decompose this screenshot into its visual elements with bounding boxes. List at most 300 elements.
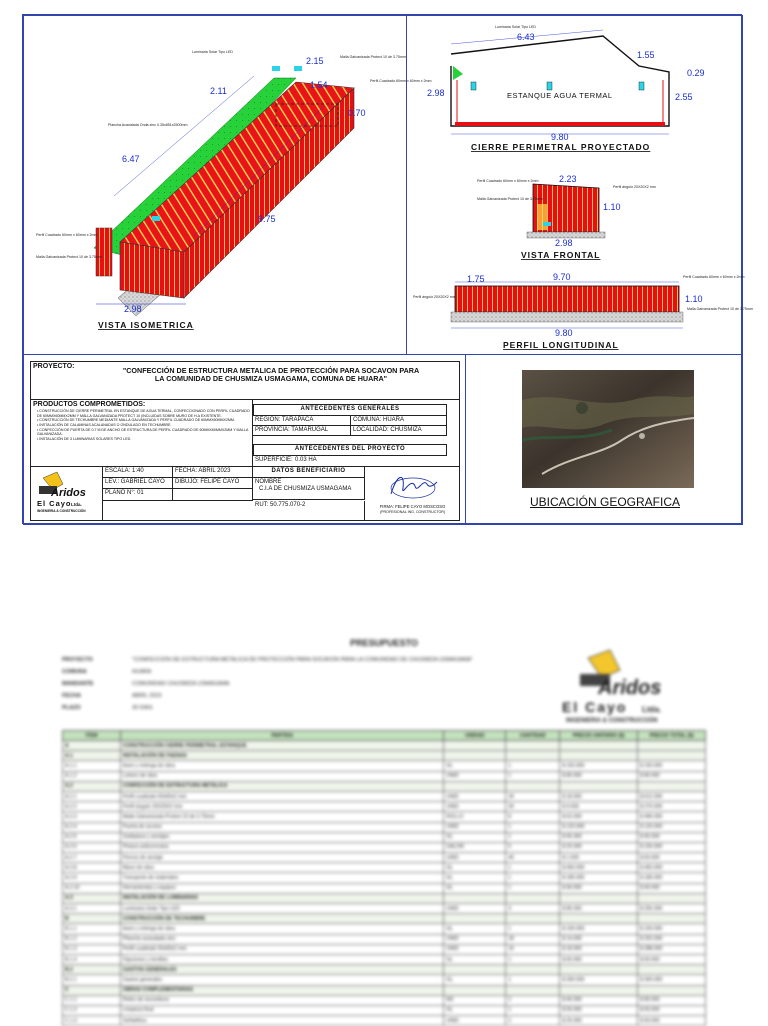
budget-cell: $ 18.000 <box>560 944 638 954</box>
budget-cell: 1 <box>506 832 560 842</box>
budget-row <box>63 944 706 954</box>
budget-cell: $ 150.000 <box>560 761 638 771</box>
budget-cell: GL <box>444 975 506 985</box>
beneficiary-name <box>253 478 365 500</box>
signature-cell <box>365 467 460 521</box>
signer-name: FIRMA: FELIPE CAYO MOSCOSO <box>379 503 446 509</box>
budget-cell: C <box>63 985 121 995</box>
budget-cell: A.3.1 <box>63 904 121 914</box>
budget-table <box>62 730 706 1026</box>
budget-cell: A.2.1 <box>63 791 121 801</box>
budget-cell: 1 <box>506 761 560 771</box>
budget-cell: UNID <box>444 802 506 812</box>
budget-row <box>63 842 706 852</box>
budget-row <box>63 883 706 893</box>
budget-cell <box>444 741 506 751</box>
budget-cell: Gastos generales <box>120 975 444 985</box>
tank-label: ESTANQUE AGUA TERMAL <box>507 91 613 100</box>
budget-row <box>63 832 706 842</box>
budget-row <box>63 893 706 903</box>
budget-row <box>63 924 706 934</box>
dim-label: 6.43 <box>517 32 535 42</box>
budget-row <box>63 954 706 964</box>
budget-cell: Perfil cuadrado 60x60x2 mm <box>120 791 444 801</box>
surface-label: SUPERFICIE: <box>255 457 293 463</box>
note-luminaria: Luminaria Solar Tipo LED <box>192 50 233 54</box>
surveyor: LEV.: GABRIEL CAYO <box>103 478 173 489</box>
dim-label: 1.54 <box>310 80 328 90</box>
budget-cell <box>560 893 638 903</box>
budget-cell: C.1.1 <box>63 995 121 1005</box>
budget-cell: 1 <box>506 822 560 832</box>
budget-cell <box>506 914 560 924</box>
project-label: PROYECTO: <box>33 363 75 370</box>
budget-cell: $ 100.000 <box>638 924 706 934</box>
budget-row <box>63 995 706 1005</box>
budget-cell: Perfil cuadrado 60x60x2 mm <box>120 944 444 954</box>
budget-row <box>63 975 706 985</box>
budget-cell: A.1 <box>63 751 121 761</box>
note-perfil-left: Perfil Cuadrado 60mm x 60mm x 2mm <box>36 233 98 237</box>
scale: ESCALA: 1:40 <box>103 467 173 478</box>
dim-label: 2.55 <box>675 92 693 102</box>
logo-sub: INGENIERIA & CONSTRUCCIÓN <box>37 509 86 513</box>
budget-meta-key: COMUNA <box>62 669 87 675</box>
dim-label: 9.80 <box>555 328 573 338</box>
project-row <box>31 362 459 400</box>
budget-cell: B.2.1 <box>63 975 121 985</box>
budget-sheet <box>62 638 706 1024</box>
budget-cell <box>506 965 560 975</box>
dim-label: 1.55 <box>637 50 655 60</box>
luminaire-icon <box>471 82 476 90</box>
budget-meta-line <box>62 702 473 714</box>
dim-label: 0.29 <box>687 68 705 78</box>
product-item: • INSTALACIÓN DE CALAMINAS ACALANADAS O ONDULADO EN TECHUMBRE. <box>37 423 250 428</box>
budget-cell: $ 120.000 <box>560 822 638 832</box>
blank-cell <box>173 489 253 501</box>
front-wall <box>120 242 184 298</box>
project-title-line: "CONFECCIÓN DE ESTRUCTURA METALICA DE PROTECCIÓN PARA SOCAVON PARA <box>122 366 420 375</box>
budget-cell: $ 612.000 <box>638 791 706 801</box>
budget-cell: $ 100.000 <box>560 924 638 934</box>
budget-row <box>63 863 706 873</box>
budget-cell: $ 255.000 <box>638 904 706 914</box>
budget-row <box>63 914 706 924</box>
budget-cell: A.3 <box>63 893 121 903</box>
budget-cell <box>506 781 560 791</box>
budget-cell: Limpieza final <box>120 1005 444 1015</box>
budget-cell: $ 80.000 <box>638 771 706 781</box>
budget-cell: $ 150.000 <box>638 842 706 852</box>
note-malla: Malla Galvanizada Protect 10 de 3.75mm <box>340 55 406 59</box>
budget-cell <box>506 893 560 903</box>
budget-row <box>63 853 706 863</box>
budget-row <box>63 741 706 751</box>
plan-number: PLANO N°: 01 <box>103 489 173 501</box>
budget-cell: M3 <box>444 995 506 1005</box>
budget-cell: GASTOS GENERALES <box>120 965 444 975</box>
budget-cell: C.1.3 <box>63 1016 121 1026</box>
budget-cell: 1 <box>506 954 560 964</box>
budget-cell: 1 <box>506 1005 560 1015</box>
budget-cell: $ 300.000 <box>560 975 638 985</box>
products-list <box>33 409 250 442</box>
budget-cell <box>444 985 506 995</box>
locality: LOCALIDAD: CHUSMIZA <box>351 426 447 436</box>
budget-cell <box>506 741 560 751</box>
logo-company: El Cayo <box>562 699 628 715</box>
budget-cell: Soldadura y anclajes <box>120 832 444 842</box>
budget-column-header: PARTIDA <box>120 731 444 741</box>
budget-cell: GL <box>444 863 506 873</box>
budget-row <box>63 873 706 883</box>
budget-cell: $ 95.000 <box>560 832 638 842</box>
budget-row <box>63 781 706 791</box>
budget-cell: GALON <box>444 842 506 852</box>
budget-cell: 16 <box>506 944 560 954</box>
budget-cell: 18 <box>506 934 560 944</box>
budget-row <box>63 904 706 914</box>
budget-cell: Perfil ángulo 20X20X2 mm <box>120 802 444 812</box>
budget-cell <box>560 781 638 791</box>
budget-meta-value: HUARA <box>132 669 152 675</box>
budget-cell: Luminaria Solar Tipo LED <box>120 904 444 914</box>
dim-label: 2.98 <box>427 88 445 98</box>
budget-cell: Letrero de obra <box>120 771 444 781</box>
elevations-drawing <box>407 16 753 356</box>
budget-cell: B.1.4 <box>63 954 121 964</box>
general-header: ANTECEDENTES GENERALES <box>253 404 447 416</box>
budget-cell: 1 <box>506 873 560 883</box>
budget-cell: UNID <box>444 771 506 781</box>
budget-cell: OBRAS COMPLEMENTARIAS <box>120 985 444 995</box>
budget-cell: B.1.1 <box>63 924 121 934</box>
cierre-caption: CIERRE PERIMETRAL PROYECTADO <box>471 142 651 152</box>
budget-meta-line <box>62 654 473 666</box>
budget-cell: $ 9.000 <box>560 802 638 812</box>
budget-cell: $ 85.000 <box>560 904 638 914</box>
iso-caption: VISTA ISOMETRICA <box>98 320 194 330</box>
province: PROVINCIA: TAMARUGAL <box>253 426 351 436</box>
budget-cell: $ 40.000 <box>560 995 638 1005</box>
product-item: • CONFECCIÓN DE PUERTA DE 0.7 M DE ANCHO DE ESTRUCTURA DE PERFIL CUADRADO DE 60MMX60MMX2MM Y MALLA GALVANIZADA. <box>37 428 250 437</box>
budget-cell <box>444 751 506 761</box>
budget-cell <box>560 965 638 975</box>
budget-cell: $ 150.000 <box>638 761 706 771</box>
geo-location-panel <box>465 354 743 525</box>
title-block-panel <box>23 354 466 525</box>
luminaire-icon <box>294 66 302 71</box>
budget-cell: Mano de obra <box>120 863 444 873</box>
note-perfil: Perfil Cuadrado 60mm x 60mm x 2mm <box>683 275 745 279</box>
company-logo <box>31 467 103 521</box>
budget-cell: GL <box>444 924 506 934</box>
budget-cell: $ 288.000 <box>638 944 706 954</box>
budget-body <box>63 741 706 1026</box>
budget-cell: $ 180.000 <box>560 873 638 883</box>
elevations-panel <box>406 15 753 355</box>
products-row <box>31 400 459 466</box>
budget-cell: $ 60.000 <box>638 853 706 863</box>
product-item: • CONSTRUCCIÓN DE TECHUMBRE MEDIANTE MALLA GALVANIZADA Y PERFIL CUADRADO DE 60MMX60MMX2MM. <box>37 418 250 423</box>
budget-cell <box>638 985 706 995</box>
budget-cell: $ 1.500 <box>560 853 638 863</box>
budget-meta-value: 30 DIAS <box>132 705 153 711</box>
budget-cell: GL <box>444 1005 506 1015</box>
signer-title: (PROFESIONAL ING. CONSTRUCTOR) <box>379 509 446 514</box>
budget-cell <box>444 781 506 791</box>
budget-cell: Pintura anticorrosiva <box>120 842 444 852</box>
budget-cell: $ 50.000 <box>560 1005 638 1015</box>
budget-cell: 8 <box>506 812 560 822</box>
budget-cell: GL <box>444 954 506 964</box>
budget-column-header: CANTIDAD <box>506 731 560 741</box>
title-block <box>30 361 460 521</box>
dim-label: 2.98 <box>555 238 573 248</box>
budget-cell: $ 60.000 <box>560 954 638 964</box>
budget-cell: Plancha acanalada zinc <box>120 934 444 944</box>
budget-cell: UNID <box>444 1016 506 1026</box>
budget-cell: $ 300.000 <box>638 975 706 985</box>
budget-cell: GL <box>444 832 506 842</box>
budget-cell <box>560 751 638 761</box>
dim-label: 1.75 <box>467 274 485 284</box>
budget-cell: Malla Galvanizada Protect 10 de 3.75mm <box>120 812 444 822</box>
budget-cell: Herramientas y equipos <box>120 883 444 893</box>
budget-meta <box>62 654 473 714</box>
region: REGIÓN: TARAPACA <box>253 416 351 426</box>
drawing-info-row <box>31 466 459 521</box>
budget-row <box>63 761 706 771</box>
project-title-line: LA COMUNIDAD DE CHUSMIZA USMAGAMA, COMUNA DE HUARA" <box>154 374 388 384</box>
dim-label: 2.23 <box>559 174 577 184</box>
budget-cell: Fijaciones y tornillos <box>120 954 444 964</box>
budget-cell <box>444 893 506 903</box>
budget-cell: $ 25.000 <box>560 842 638 852</box>
budget-cell: A.2.7 <box>63 853 121 863</box>
budget-meta-value: ABRIL 2023 <box>132 693 162 699</box>
budget-cell: ROLLO <box>444 812 506 822</box>
budget-meta-line <box>62 666 473 678</box>
budget-cell: A.2.10 <box>63 883 121 893</box>
budget-cell <box>560 741 638 751</box>
budget-cell: Aseo y entrega de obra <box>120 761 444 771</box>
dim-label: 2.98 <box>124 304 142 314</box>
budget-cell: 30 <box>506 802 560 812</box>
budget-cell: A.2.5 <box>63 832 121 842</box>
budget-cell: 2 <box>506 995 560 1005</box>
budget-header-row <box>63 731 706 741</box>
dim-label: 9.80 <box>551 132 569 142</box>
budget-cell: A.2.3 <box>63 812 121 822</box>
budget-cell: Aseo y entrega de obra <box>120 924 444 934</box>
budget-cell: $ 252.000 <box>638 934 706 944</box>
budget-cell: $ 120.000 <box>638 822 706 832</box>
budget-cell: A.1.1 <box>63 761 121 771</box>
budget-cell <box>560 985 638 995</box>
budget-cell: 1 <box>506 883 560 893</box>
budget-cell: UNID <box>444 904 506 914</box>
budget-column-header: ITEM <box>63 731 121 741</box>
budget-meta-key: PLAZO <box>62 705 81 711</box>
budget-cell: INSTALACIÓN DE LUMINARIAS <box>120 893 444 903</box>
budget-cell <box>638 751 706 761</box>
isometric-drawing <box>24 16 432 356</box>
budget-cell: $ 90.000 <box>560 883 638 893</box>
budget-cell: A <box>63 741 121 751</box>
dim-label: 1.10 <box>685 294 703 304</box>
budget-cell: $ 50.000 <box>638 1005 706 1015</box>
budget-cell: UNID <box>444 791 506 801</box>
budget-cell: 1 <box>506 771 560 781</box>
plan-sheet <box>22 14 753 524</box>
budget-cell: CONFECCIÓN DE ESTRUCTURA METALICA <box>120 781 444 791</box>
budget-cell <box>638 781 706 791</box>
budget-column-header: PRECIO UNITARIO ($) <box>560 731 638 741</box>
budget-cell: 6 <box>506 842 560 852</box>
budget-cell: GL <box>444 761 506 771</box>
budget-cell <box>506 985 560 995</box>
budget-cell: 40 <box>506 853 560 863</box>
budget-column-header: UNIDAD <box>444 731 506 741</box>
luminaire-icon <box>547 82 552 90</box>
budget-cell: 2 <box>506 1016 560 1026</box>
note-perfil-ang: Perfil ángulo 20X20X2 mm <box>613 185 656 189</box>
date: FECHA: ABRIL 2023 <box>173 467 253 478</box>
budget-cell: Señalética <box>120 1016 444 1026</box>
budget-row <box>63 934 706 944</box>
budget-logo <box>558 648 698 728</box>
budget-meta-line <box>62 678 473 690</box>
surface-value: 0.03 HA <box>295 457 317 463</box>
budget-meta-value: "CONFECCIÓN DE ESTRUCTURA METALICA DE PROTECCIÓN PARA SOCAVON PARA LA COMUNIDAD DE CHUSMIZA USMAGAMA" <box>132 657 473 663</box>
budget-cell: $ 270.000 <box>638 802 706 812</box>
products-label: PRODUCTOS COMPROMETIDOS: <box>33 401 146 408</box>
note-perfil-ang: Perfil ángulo 20X20X2 mm <box>413 295 456 299</box>
budget-cell: B.1.2 <box>63 934 121 944</box>
budget-cell: Transporte de materiales <box>120 873 444 883</box>
budget-cell: 1 <box>506 863 560 873</box>
dim-label: 0.70 <box>348 108 366 118</box>
budget-cell <box>444 965 506 975</box>
budget-meta-line <box>62 690 473 702</box>
budget-cell: Puerta de acceso <box>120 822 444 832</box>
product-item: • INSTALACIÓN DE 3 LUMINARIAS SOLARES TIPO LED. <box>37 437 250 442</box>
budget-cell: $ 25.000 <box>560 1016 638 1026</box>
products-cell <box>31 400 253 466</box>
budget-cell: UNID <box>444 934 506 944</box>
budget-row <box>63 965 706 975</box>
signature-drawing <box>383 468 443 502</box>
rut: RUT: 50.775.070-2 <box>253 501 365 521</box>
budget-cell: A.1.2 <box>63 771 121 781</box>
budget-cell: 34 <box>506 791 560 801</box>
budget-row <box>63 802 706 812</box>
note-malla: Malla Galvanizada Protect 10 de 3.75mm <box>477 197 543 201</box>
budget-cell: $ 60.000 <box>638 954 706 964</box>
budget-cell: $ 18.000 <box>560 791 638 801</box>
budget-cell: $ 496.000 <box>638 812 706 822</box>
excavator-icon <box>558 648 698 728</box>
project-header: ANTECEDENTES DEL PROYECTO <box>253 444 447 456</box>
dim-label: 1.10 <box>603 202 621 212</box>
budget-cell: 1 <box>506 924 560 934</box>
project-title <box>83 366 459 398</box>
budget-cell <box>638 965 706 975</box>
budget-cell: A.2.8 <box>63 863 121 873</box>
note-malla-left: Malla Galvanizada Protect 10 de 3.75mm <box>36 255 102 259</box>
budget-cell: $ 80.000 <box>560 771 638 781</box>
isometric-view-panel <box>23 15 432 355</box>
dim-label: 9.70 <box>553 272 571 282</box>
budget-cell: $ 62.000 <box>560 812 638 822</box>
budget-cell <box>560 914 638 924</box>
budget-cell: CONSTRUCCIÓN DE TECHUMBRE <box>120 914 444 924</box>
budget-row <box>63 751 706 761</box>
logo-word: Aridos <box>598 677 662 699</box>
product-item: • CONSTRUCCIÓN DE CIERRE PERIMETRAL EN ESTANQUE DE AGUA TERMAL, CONFECCIONADO CON PERFIL CUADRADO DE 60MMX60MMX2MM Y MALLA GALVANIZADA PROTECT 10 (INCLUIDAS SOBRE MURO DE H.A EXISTENTE. <box>37 409 250 418</box>
budget-cell: $ 90.000 <box>638 883 706 893</box>
budget-meta-key: FECHA <box>62 693 81 699</box>
budget-cell: $ 180.000 <box>638 873 706 883</box>
budget-meta-value: COMUNIDAD CHUSMIZA USMAGAMA <box>132 681 230 687</box>
budget-cell <box>638 741 706 751</box>
geo-caption: UBICACIÓN GEOGRAFICA <box>529 495 681 509</box>
luminaire-icon <box>639 82 644 90</box>
budget-row <box>63 771 706 781</box>
budget-row <box>63 1005 706 1015</box>
budget-row <box>63 812 706 822</box>
note-plancha: Plancha Acanalada Onda zinc 0.35x851x2500mm <box>108 123 188 127</box>
budget-cell: Pernos de anclaje <box>120 853 444 863</box>
budget-cell: GL <box>444 883 506 893</box>
budget-cell: UNID <box>444 822 506 832</box>
budget-meta-key: PROYECTO <box>62 657 93 663</box>
logo-sub: INGENIERIA & CONSTRUCCIÓN <box>566 718 658 724</box>
budget-cell: Retiro de escombros <box>120 995 444 1005</box>
budget-cell: $ 50.000 <box>638 1016 706 1026</box>
budget-cell <box>638 914 706 924</box>
budget-cell: CONSTRUCCIÓN CIERRE PERIMETRAL ESTANQUE <box>120 741 444 751</box>
budget-cell: C.1.2 <box>63 1005 121 1015</box>
budget-cell: A.2.9 <box>63 873 121 883</box>
budget-cell: $ 80.000 <box>638 995 706 1005</box>
budget-row <box>63 985 706 995</box>
logo-company: El Cayo <box>37 499 72 508</box>
budget-cell: 1 <box>506 975 560 985</box>
budget-row <box>63 822 706 832</box>
beneficiary-header: DATOS BENEFICIARIO <box>253 467 365 478</box>
frontal-caption: VISTA FRONTAL <box>521 250 601 260</box>
dim-label: 2.15 <box>306 56 324 66</box>
drafter: DIBUJO: FELIPE CAYO <box>173 478 253 489</box>
budget-row <box>63 1016 706 1026</box>
budget-cell: INSTALACIÓN DE FAENAS <box>120 751 444 761</box>
dim-label: 6.47 <box>122 154 140 164</box>
budget-meta-key: MANDANTE <box>62 681 94 687</box>
door <box>96 228 112 276</box>
perfil-caption: PERFIL LONGITUDINAL <box>503 340 619 350</box>
note-luminaria: Luminaria Solar Tipo LED <box>495 25 536 29</box>
logo-ltda: Ltda. <box>642 705 662 714</box>
budget-cell: UNID <box>444 853 506 863</box>
budget-cell: UNID <box>444 944 506 954</box>
luminaire-icon <box>272 66 280 71</box>
budget-cell: $ 450.000 <box>638 863 706 873</box>
budget-cell <box>444 914 506 924</box>
budget-cell <box>506 751 560 761</box>
